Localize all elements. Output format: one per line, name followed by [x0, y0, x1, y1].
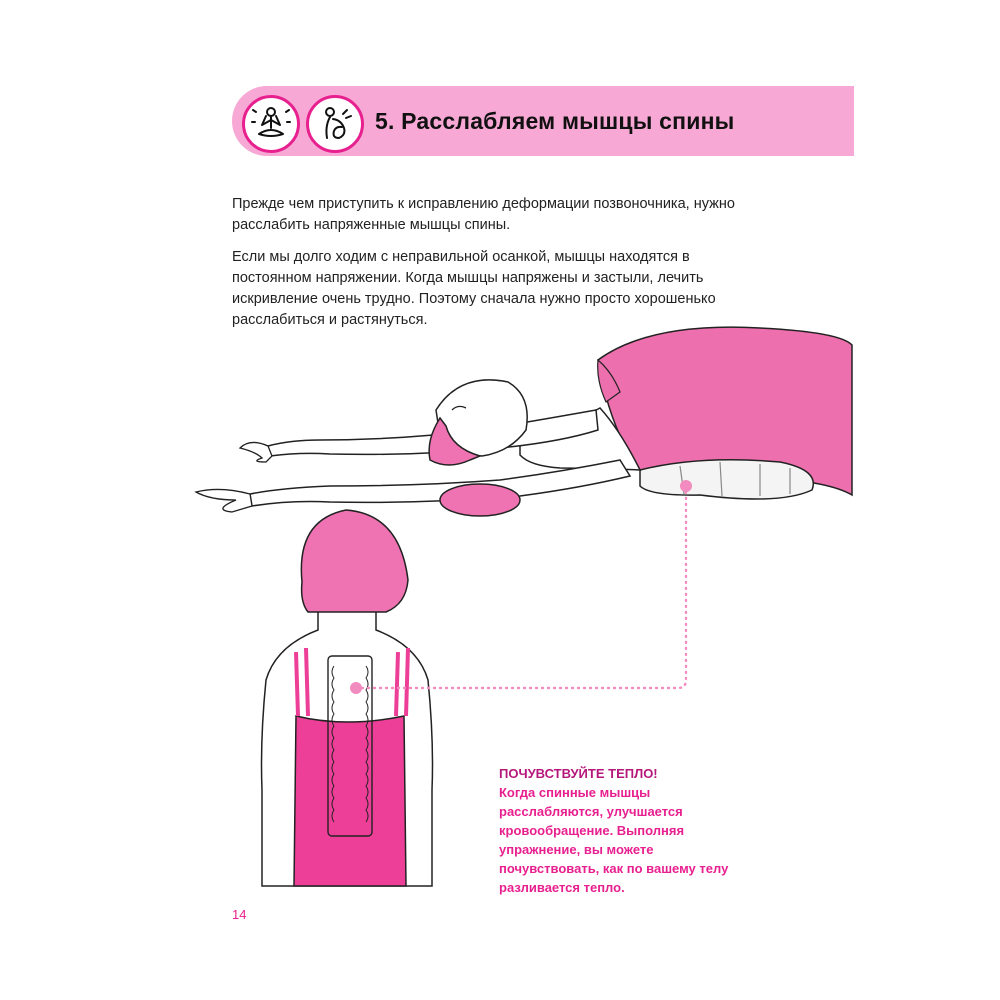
- callout-heading: ПОЧУВСТВУЙТЕ ТЕПЛО!: [499, 766, 658, 781]
- warmth-callout: [499, 764, 729, 897]
- reclining-woman: [196, 327, 852, 516]
- standing-woman-back-view: [262, 510, 433, 886]
- body-paragraph: Если мы долго ходим с неправильной осанкой, мышцы находятся в постоянном напряжении. Когда мышцы напряжены и застыли, лечить искривление очень трудно. Поэтому сначала нужно просто хорошенько расслабиться и растянуться.: [232, 249, 716, 328]
- page-title: 5. Расслабляем мышцы спины: [375, 108, 735, 134]
- callout-body: Когда спинные мышцы расслабляются, улучшается кровообращение. Выполняя упражнение, вы можете почувствовать, как по вашему телу разливается тепло.: [499, 785, 729, 895]
- page-number: 14: [232, 907, 247, 922]
- intro-paragraph: Прежде чем приступить к исправлению деформации позвоночника, нужно расслабить напряженные мышцы спины.: [232, 196, 735, 233]
